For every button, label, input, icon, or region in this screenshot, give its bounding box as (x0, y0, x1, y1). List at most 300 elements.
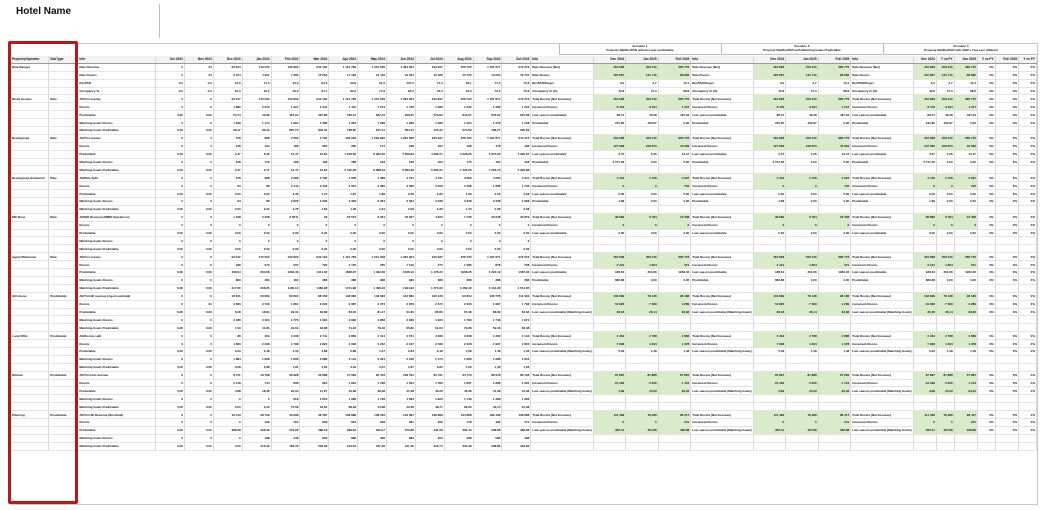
table-cell[interactable]: 0,00 (156, 245, 185, 253)
table-cell[interactable]: 915 276 (502, 134, 531, 142)
column-header[interactable]: Dec 2024 (913, 56, 936, 63)
table-cell[interactable]: 0% (995, 213, 1018, 221)
table-cell[interactable]: 62,84 (502, 308, 531, 316)
table-cell[interactable]: 184 (473, 158, 502, 166)
table-cell[interactable]: 2 728 (626, 174, 659, 182)
table-cell[interactable]: Total Rooms [Net Increase] (531, 213, 593, 221)
table-cell[interactable]: Alt/Tot Hill revenue (Agent subtotal) (78, 292, 156, 300)
table-cell[interactable]: 1741,98 (329, 284, 358, 292)
table-cell[interactable]: 0% (995, 371, 1018, 379)
table-cell[interactable] (531, 284, 593, 292)
table-cell[interactable]: 0,00 (954, 190, 977, 198)
table-cell[interactable] (786, 395, 819, 403)
table-cell[interactable]: 0,00 (184, 127, 213, 135)
table-cell[interactable]: 0 (913, 182, 936, 190)
table-cell[interactable]: 460,67 (936, 119, 954, 127)
table-cell[interactable] (936, 434, 954, 442)
table-cell[interactable]: 311,78 (387, 442, 416, 450)
table-cell[interactable]: 3 328 (444, 198, 473, 206)
table-cell[interactable]: Predictable (78, 426, 156, 434)
table-cell[interactable]: 0 (444, 221, 473, 229)
table-cell[interactable]: 7 303,26 (444, 166, 473, 174)
table-cell[interactable] (851, 395, 913, 403)
table-cell[interactable]: 7 389 (626, 300, 659, 308)
table-cell[interactable]: 0% (977, 292, 995, 300)
table-cell[interactable]: 2 346 (444, 300, 473, 308)
table-cell[interactable]: 43,74 (473, 403, 502, 411)
table-cell[interactable] (851, 127, 913, 135)
table-cell[interactable]: 4,78 (271, 205, 300, 213)
table-cell[interactable]: 0,00 (358, 229, 387, 237)
table-cell[interactable]: 0% (977, 411, 995, 419)
table-cell[interactable] (626, 245, 659, 253)
table-cell[interactable]: Increment Rooms (691, 182, 753, 190)
table-cell[interactable]: 0,00 (329, 229, 358, 237)
table-cell[interactable]: 1 288 (387, 119, 416, 127)
table-cell[interactable]: Alt/Rooms split (78, 332, 156, 340)
table-cell[interactable]: 2 232 (358, 340, 387, 348)
table-cell[interactable]: Alt/Mill Revenue (MMM Operations) (78, 213, 156, 221)
table-cell[interactable]: Kitchen (11, 371, 49, 379)
table-cell[interactable]: 1 804 (786, 261, 819, 269)
table-cell[interactable]: 0,00 (444, 229, 473, 237)
table-cell[interactable]: 1 474 (242, 119, 271, 127)
table-cell[interactable]: 0,00 (387, 229, 416, 237)
table-cell[interactable]: Alt/Rate Split (78, 174, 156, 182)
table-cell[interactable] (977, 434, 995, 442)
table-cell[interactable]: 2 143 (271, 182, 300, 190)
table-cell[interactable]: 406 918 (329, 134, 358, 142)
table-cell[interactable]: 2 348 (329, 340, 358, 348)
table-cell[interactable]: 0 (156, 434, 185, 442)
table-cell[interactable]: 48,71 (415, 403, 444, 411)
table-cell[interactable]: 0 (156, 221, 185, 229)
table-cell[interactable]: 0% (995, 158, 1018, 166)
table-cell[interactable]: 0,00 (626, 158, 659, 166)
table-cell[interactable]: 18,38 (242, 387, 271, 395)
table-cell[interactable]: 0% (977, 142, 995, 150)
table-cell[interactable]: 0% (995, 142, 1018, 150)
table-cell[interactable] (753, 237, 786, 245)
table-cell[interactable]: 464 828 (593, 95, 626, 103)
table-cell[interactable] (753, 355, 786, 363)
table-cell[interactable]: 2 280 (271, 134, 300, 142)
table-cell[interactable]: 464 828 (913, 253, 936, 261)
table-cell[interactable]: Predictable (78, 190, 156, 198)
table-cell[interactable]: 111 483 (753, 411, 786, 419)
table-cell[interactable]: 0,00 (658, 198, 691, 206)
table-cell[interactable]: 0% (1019, 276, 1037, 284)
table-cell[interactable]: 93,8 (329, 79, 358, 87)
table-cell[interactable]: 111 483 (593, 411, 626, 419)
table-cell[interactable] (753, 395, 786, 403)
table-cell[interactable]: 313,23 (329, 442, 358, 450)
table-cell[interactable]: 0 (156, 95, 185, 103)
table-cell[interactable]: 0% (977, 276, 995, 284)
table-cell[interactable] (851, 237, 913, 245)
table-cell[interactable]: 304,88 (936, 426, 954, 434)
table-cell[interactable]: 33 573 (329, 213, 358, 221)
table-cell[interactable]: 273 (242, 261, 271, 269)
table-cell[interactable] (977, 237, 995, 245)
table-row[interactable] (11, 111, 1037, 119)
table-cell[interactable]: 13 064 (473, 71, 502, 79)
table-cell[interactable]: 0,0 (184, 79, 213, 87)
table-row[interactable] (11, 190, 1037, 198)
table-cell[interactable]: 8 083,26 (358, 150, 387, 158)
table-cell[interactable]: Last season predictable (691, 229, 753, 237)
table-cell[interactable] (786, 284, 819, 292)
table-cell[interactable]: 9 784 (786, 213, 819, 221)
table-cell[interactable]: 464 828 (753, 63, 786, 71)
table-cell[interactable]: 86,83 (415, 308, 444, 316)
table-cell[interactable]: 702 (658, 182, 691, 190)
table-cell[interactable]: 1,68 (444, 347, 473, 355)
table-cell[interactable]: 0 (156, 371, 185, 379)
table-cell[interactable]: 0 (753, 418, 786, 426)
table-cell[interactable]: 0% (977, 379, 995, 387)
table-cell[interactable] (851, 434, 913, 442)
table-cell[interactable]: 0 (156, 198, 185, 206)
table-cell[interactable]: 98 417 (818, 411, 851, 419)
table-cell[interactable]: 1 986 (444, 355, 473, 363)
table-cell[interactable]: 0 (444, 237, 473, 245)
table-cell[interactable]: 484 (271, 276, 300, 284)
table-cell[interactable]: 679,22 (473, 111, 502, 119)
table-cell[interactable]: 0,00 (626, 198, 659, 206)
table-cell[interactable]: 78 138 (626, 292, 659, 300)
table-cell[interactable]: 44,38 (502, 387, 531, 395)
table-cell[interactable]: 3 238 (415, 198, 444, 206)
table-cell[interactable]: Predictable (691, 158, 753, 166)
table-cell[interactable]: 108,64 (213, 269, 242, 277)
table-cell[interactable]: 133 899 (753, 292, 786, 300)
table-cell[interactable]: 0% (995, 276, 1018, 284)
table-cell[interactable]: 0% (995, 79, 1018, 87)
table-cell[interactable]: 88 978 (473, 371, 502, 379)
table-cell[interactable]: Increment Rooms (851, 379, 913, 387)
table-cell[interactable]: 0,00 (184, 166, 213, 174)
table-cell[interactable]: 4 833 (415, 213, 444, 221)
table-cell[interactable]: 4 869 (329, 332, 358, 340)
table-cell[interactable]: 0% (1019, 418, 1037, 426)
table-cell[interactable]: 1828,27 (329, 269, 358, 277)
table-cell[interactable]: 3 729 (242, 300, 271, 308)
table-cell[interactable]: 127 983 (753, 142, 786, 150)
table-cell[interactable]: 371 (658, 261, 691, 269)
table-cell[interactable]: 537 (271, 261, 300, 269)
table-cell[interactable]: 8 479 (913, 103, 936, 111)
table-cell[interactable]: 1 247 (818, 103, 851, 111)
table-cell[interactable]: 111 333 (502, 292, 531, 300)
table-cell[interactable] (626, 355, 659, 363)
table-cell[interactable]: 1411,63 (300, 269, 329, 277)
table-cell[interactable]: 0% (1019, 95, 1037, 103)
table-cell[interactable]: 674,69 (444, 127, 473, 135)
table-cell[interactable]: 0% (977, 213, 995, 221)
table-cell[interactable]: 88 138 (502, 371, 531, 379)
table-cell[interactable]: 1 383 (502, 395, 531, 403)
table-cell[interactable]: 3 668 (444, 332, 473, 340)
table-cell[interactable]: 5,26 (626, 150, 659, 158)
table-cell[interactable]: 0% (1019, 63, 1037, 71)
table-cell[interactable]: 496 (415, 418, 444, 426)
table-cell[interactable]: 459 316 (786, 134, 819, 142)
table-cell[interactable]: 1 733 (502, 182, 531, 190)
table-cell[interactable]: 1,73 (444, 205, 473, 213)
table-cell[interactable] (691, 355, 753, 363)
table-cell[interactable]: 215,39 (242, 442, 271, 450)
table-cell[interactable]: 1 120 (387, 261, 416, 269)
table-cell[interactable]: 388,18 (300, 426, 329, 434)
table-cell[interactable] (531, 127, 593, 135)
table-cell[interactable]: 3,37 (358, 363, 387, 371)
table-cell[interactable]: 0% (977, 134, 995, 142)
table-cell[interactable]: 1,68 (913, 198, 936, 206)
table-cell[interactable]: 0,00 (184, 190, 213, 198)
table-cell[interactable]: 0 (184, 332, 213, 340)
table-cell[interactable]: 6,38 (213, 308, 242, 316)
table-cell[interactable]: 488 (444, 434, 473, 442)
table-cell[interactable]: 388 (415, 276, 444, 284)
table-cell[interactable] (1019, 442, 1037, 450)
table-cell[interactable]: Last season predictable [Matching Goals] (852, 309, 912, 314)
table-cell[interactable]: 0,00 (156, 308, 185, 316)
table-cell[interactable]: 18 788 (242, 371, 271, 379)
table-cell[interactable]: 24 393 (753, 379, 786, 387)
table-cell[interactable] (531, 205, 593, 213)
table-cell[interactable]: 2 997 (658, 174, 691, 182)
table-cell[interactable]: Total Rooms [Net Increase] (531, 411, 593, 419)
table-cell[interactable]: 1 284 826 (358, 134, 387, 142)
table-cell[interactable]: 0 (184, 103, 213, 111)
table-cell[interactable]: 464 828 (593, 253, 626, 261)
column-header[interactable]: Info (691, 56, 753, 63)
table-cell[interactable]: 33 879 (502, 213, 531, 221)
column-header[interactable]: Info (78, 56, 156, 63)
table-cell[interactable] (626, 284, 659, 292)
table-cell[interactable]: 0% (995, 95, 1018, 103)
table-cell[interactable]: 0,00 (184, 111, 213, 119)
table-cell[interactable]: Rooms (78, 300, 156, 308)
table-cell[interactable]: 1 633 (444, 103, 473, 111)
table-cell[interactable]: 3,7 (936, 79, 954, 87)
table-cell[interactable]: 0,00 (936, 229, 954, 237)
table-cell[interactable]: 108 764 (387, 371, 416, 379)
table-cell[interactable]: 47,3 (936, 87, 954, 95)
table-cell[interactable]: 0,00 (658, 190, 691, 198)
table-cell[interactable]: Rate Revenue [Net] (691, 63, 753, 71)
table-cell[interactable] (658, 127, 691, 135)
table-cell[interactable]: 464 828 (593, 134, 626, 142)
table-cell[interactable]: 371 (818, 261, 851, 269)
table-cell[interactable]: Last season predictable (531, 111, 593, 119)
table-cell[interactable]: 0 (184, 340, 213, 348)
table-cell[interactable]: 67 881 (818, 371, 851, 379)
table-cell[interactable]: 0 (242, 237, 271, 245)
table-cell[interactable]: 486 (358, 434, 387, 442)
table-cell[interactable]: 2 846 (786, 379, 819, 387)
table-cell[interactable]: 0,00 (658, 229, 691, 237)
table-cell[interactable]: 459 316 (786, 63, 819, 71)
table-cell[interactable]: 64 779 (444, 371, 473, 379)
column-header[interactable]: Jan 2025 (786, 56, 819, 63)
table-cell[interactable]: 148 381 (387, 411, 416, 419)
table-cell[interactable]: 2 838 (387, 316, 416, 324)
table-cell[interactable]: 5 942,88 (502, 166, 531, 174)
table-cell[interactable] (818, 127, 851, 135)
table-cell[interactable]: 240,85 (753, 119, 786, 127)
table-cell[interactable]: 0,00 (593, 229, 626, 237)
table-cell[interactable]: 844,67 (444, 111, 473, 119)
table-cell[interactable]: 4 048 (329, 174, 358, 182)
table-cell[interactable]: Last season predictable (691, 111, 753, 119)
table-cell[interactable]: Total Rooms [Net Increase] (691, 95, 753, 103)
table-cell[interactable]: 1 997 (473, 340, 502, 348)
table-cell[interactable]: 6 975,83 (473, 150, 502, 158)
table-cell[interactable]: 0% (1019, 261, 1037, 269)
table-cell[interactable] (658, 284, 691, 292)
table-cell[interactable]: 0,00 (954, 276, 977, 284)
table-cell[interactable]: Matching Goals Predictable (78, 245, 156, 253)
table-cell[interactable]: 134 883 (387, 292, 416, 300)
table-cell[interactable] (995, 442, 1018, 450)
table-cell[interactable] (851, 324, 913, 332)
table-cell[interactable]: 0,00 (242, 245, 271, 253)
table-cell[interactable]: 459 316 (936, 95, 954, 103)
table-cell[interactable] (936, 316, 954, 324)
table-cell[interactable]: 41,38 (387, 387, 416, 395)
column-header[interactable]: Dec 2023 (213, 56, 242, 63)
table-cell[interactable]: 0,00 (184, 347, 213, 355)
table-cell[interactable]: 3 689 (444, 174, 473, 182)
table-cell[interactable]: 0% (995, 119, 1018, 127)
table-cell[interactable]: 2 144 (329, 355, 358, 363)
table-cell[interactable] (818, 363, 851, 371)
table-cell[interactable]: Total Rooms [Net Increase] (691, 332, 753, 340)
table-cell[interactable]: Increment Rooms (691, 300, 753, 308)
table-cell[interactable]: 53,3 (300, 79, 329, 87)
table-cell[interactable]: 208,26 (242, 284, 271, 292)
table-cell[interactable] (531, 316, 593, 324)
table-row[interactable] (11, 253, 1037, 261)
table-cell[interactable] (531, 245, 593, 253)
table-cell[interactable]: 0,00 (156, 269, 185, 277)
table-row[interactable] (11, 340, 1037, 348)
table-cell[interactable]: 1 324 (444, 119, 473, 127)
table-cell[interactable]: Increment Rooms (691, 418, 753, 426)
table-cell[interactable]: 1 828 (242, 355, 271, 363)
table-cell[interactable]: 2 886 (818, 332, 851, 340)
table-cell[interactable]: 187 867 (913, 71, 936, 79)
table-cell[interactable]: 127 983 (593, 142, 626, 150)
table-cell[interactable]: 3,0 (593, 79, 626, 87)
table-cell[interactable]: 4 488 (358, 174, 387, 182)
table-cell[interactable]: 0,00 (156, 442, 185, 450)
table-cell[interactable]: 3 416 (913, 174, 936, 182)
table-cell[interactable]: 84,3 (387, 87, 416, 95)
table-cell[interactable]: 988 (242, 174, 271, 182)
table-cell[interactable] (954, 127, 977, 135)
table-cell[interactable]: 1 344 (300, 103, 329, 111)
table-cell[interactable]: 0,00 (184, 229, 213, 237)
table-cell[interactable] (691, 403, 753, 411)
table-cell[interactable]: 0 (358, 221, 387, 229)
table-cell[interactable]: Matching Goals Predictable (78, 166, 156, 174)
table-cell[interactable]: Increment Rooms (691, 261, 753, 269)
table-cell[interactable]: 1 386 (300, 119, 329, 127)
table-cell[interactable]: Increment Rooms (531, 221, 593, 229)
column-header[interactable]: Full 2025 (658, 56, 691, 63)
table-cell[interactable]: 0% (977, 426, 995, 434)
table-cell[interactable]: 0% (995, 308, 1018, 316)
table-cell[interactable] (1019, 245, 1037, 253)
table-cell[interactable]: 304,88 (626, 426, 659, 434)
table-cell[interactable]: 1,83 (415, 190, 444, 198)
table-cell[interactable]: 4 901 (242, 71, 271, 79)
table-cell[interactable]: Increment Rooms (531, 418, 593, 426)
table-cell[interactable] (593, 166, 626, 174)
table-cell[interactable]: 744 (242, 379, 271, 387)
table-cell[interactable] (531, 403, 593, 411)
table-cell[interactable] (626, 442, 659, 450)
table-cell[interactable]: 0 (156, 379, 185, 387)
table-cell[interactable]: 3 368 (444, 182, 473, 190)
table-cell[interactable]: 1,48 (936, 347, 954, 355)
table-cell[interactable]: 0 (184, 134, 213, 142)
table-cell[interactable]: Rate Revenue (78, 63, 156, 71)
table-cell[interactable]: 42,8 (753, 87, 786, 95)
table-cell[interactable]: 78 138 (936, 292, 954, 300)
table-cell[interactable]: 88,74 (593, 111, 626, 119)
table-cell[interactable]: Rate (49, 174, 78, 182)
table-cell[interactable]: 1,81 (271, 363, 300, 371)
table-cell[interactable]: 0% (1019, 308, 1037, 316)
table-cell[interactable]: 0 (184, 261, 213, 269)
table-cell[interactable]: Increment Rooms (691, 142, 753, 150)
table-cell[interactable]: 2 348 (242, 340, 271, 348)
table-cell[interactable]: 3 364 (387, 198, 416, 206)
table-cell[interactable]: 240,85 (913, 119, 936, 127)
table-cell[interactable]: Rate Rooms (851, 71, 913, 79)
table-cell[interactable]: 0 (415, 221, 444, 229)
table-cell[interactable]: 0,00 (626, 190, 659, 198)
table-cell[interactable]: 1 934 (502, 379, 531, 387)
column-header[interactable]: Y vs PY (977, 56, 995, 63)
table-cell[interactable]: 459 316 (936, 63, 954, 71)
table-cell[interactable]: 66,38 (502, 324, 531, 332)
table-cell[interactable]: 2 464 (913, 332, 936, 340)
table-cell[interactable]: 187 867 (593, 71, 626, 79)
table-cell[interactable]: 199 (242, 418, 271, 426)
table-cell[interactable] (954, 284, 977, 292)
table-cell[interactable]: Increment Rooms (531, 142, 593, 150)
table-cell[interactable]: 0 (156, 119, 185, 127)
table-cell[interactable]: 846,34 (300, 127, 329, 135)
table-cell[interactable]: 0% (977, 269, 995, 277)
table-cell[interactable] (786, 442, 819, 450)
table-cell[interactable]: 47 669 (329, 371, 358, 379)
table-cell[interactable]: 4 838 (415, 332, 444, 340)
table-cell[interactable]: 478 (444, 418, 473, 426)
table-cell[interactable]: 0 (184, 221, 213, 229)
table-cell[interactable]: 10 264 (300, 71, 329, 79)
table-cell[interactable]: 1 834 (329, 379, 358, 387)
table-cell[interactable]: 0,00 (242, 229, 271, 237)
table-cell[interactable]: 107,0 (387, 79, 416, 87)
table-cell[interactable]: 1 884 (271, 119, 300, 127)
table-cell[interactable]: 3 468 (415, 182, 444, 190)
